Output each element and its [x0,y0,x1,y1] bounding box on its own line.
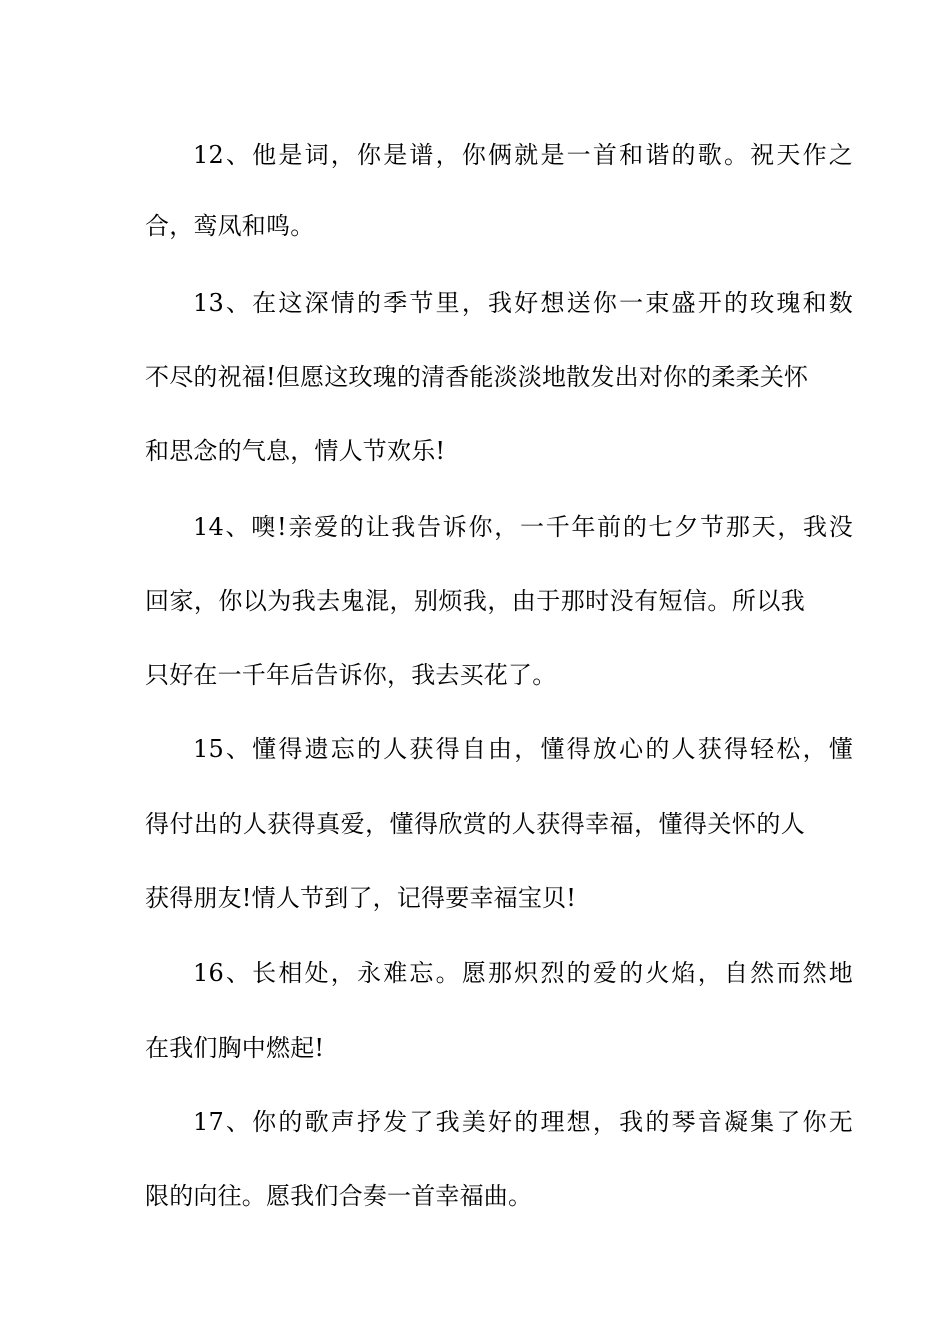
paragraph-16-line-1: 16、长相处，永难忘。愿那炽烈的爱的火焰，自然而然地 [193,959,853,987]
paragraph-17-line-1: 17、你的歌声抒发了我美好的理想，我的琴音凝集了你无 [193,1108,853,1136]
paragraph-13-line-2: 不尽的祝福!但愿这玫瑰的清香能淡淡地散发出对你的柔柔关怀 [145,363,809,391]
paragraph-14-line-3: 只好在一千年后告诉你，我去买花了。 [145,661,557,689]
paragraph-12-line-2: 合，鸾凤和鸣。 [145,212,315,240]
paragraph-15-line-2: 得付出的人获得真爱，懂得欣赏的人获得幸福，懂得关怀的人 [145,810,805,838]
paragraph-16-line-2: 在我们胸中燃起! [145,1034,325,1062]
paragraph-17-line-2: 限的向往。愿我们合奏一首幸福曲。 [145,1182,533,1210]
paragraph-15-line-3: 获得朋友!情人节到了，记得要幸福宝贝! [145,884,577,912]
paragraph-12-line-1: 12、他是词，你是谱，你俩就是一首和谐的歌。祝天作之 [193,141,853,169]
paragraph-13-line-1: 13、在这深情的季节里，我好想送你一束盛开的玫瑰和数 [193,289,853,317]
paragraph-14-line-2: 回家，你以为我去鬼混，别烦我，由于那时没有短信。所以我 [145,587,805,615]
paragraph-13-line-3: 和思念的气息，情人节欢乐! [145,437,446,465]
paragraph-14-line-1: 14、噢!亲爱的让我告诉你，一千年前的七夕节那天，我没 [193,513,853,541]
paragraph-15-line-1: 15、懂得遗忘的人获得自由，懂得放心的人获得轻松，懂 [193,735,853,763]
